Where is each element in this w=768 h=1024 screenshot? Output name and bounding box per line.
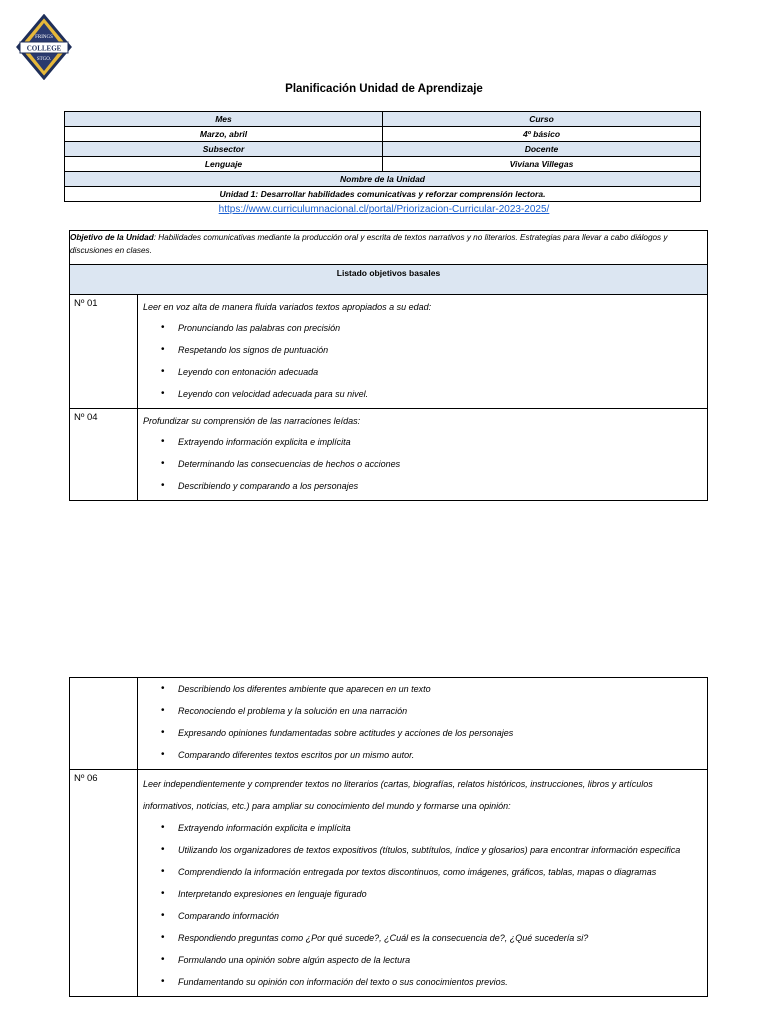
table-row — [70, 678, 708, 770]
list-item: • Comparando información — [143, 905, 702, 927]
subsector-label: Subsector — [65, 142, 383, 157]
objectives-table-continued — [69, 677, 708, 997]
table-row — [70, 295, 708, 409]
bullet-list — [143, 317, 702, 405]
subsector-value: Lenguaje — [65, 157, 383, 172]
table-row — [70, 409, 708, 501]
objective-number: Nº 06 — [70, 770, 138, 997]
objective-number: Nº 01 — [70, 295, 138, 409]
bullet-list — [143, 678, 702, 766]
objective-intro: Profundizar su comprensión de las narraciones leídas: — [143, 416, 361, 426]
objective-number-empty — [70, 678, 138, 770]
list-item: • Respetando los signos de puntuación — [143, 339, 702, 361]
list-item: • Extrayendo información explicita e implícita — [143, 431, 702, 453]
list-item: • Respondiendo preguntas como ¿Por qué sucede?, ¿Cuál es la consecuencia de?, ¿Qué sucedería si? — [143, 927, 702, 949]
objective-number: Nº 04 — [70, 409, 138, 501]
objective-content — [138, 678, 708, 770]
docente-label: Docente — [383, 142, 701, 157]
bullet-list — [143, 431, 702, 497]
unit-info-table — [64, 111, 701, 202]
list-item: • Fundamentando su opinión con información del texto o sus conocimientos previos. — [143, 971, 702, 993]
objetivo-unidad — [70, 231, 708, 265]
list-item: • Determinando las consecuencias de hechos o acciones — [143, 453, 702, 475]
objective-intro: Leer independientemente y comprender textos no literarios (cartas, biografías, relatos históricos, instrucciones, libros y artículos informativos, noticias, etc.) para ampliar su conocimiento del mundo y formarse una opinión: — [143, 779, 653, 811]
list-item: • Describiendo los diferentes ambiente que aparecen en un texto — [143, 678, 702, 700]
list-item: • Leyendo con entonación adecuada — [143, 361, 702, 383]
curso-label: Curso — [383, 112, 701, 127]
logo-text-middle: COLLEGE — [26, 44, 62, 53]
logo-text-bottom: STGO. — [36, 57, 52, 62]
list-item: • Pronunciando las palabras con precisión — [143, 317, 702, 339]
bullet-list — [143, 817, 702, 993]
objectives-table — [69, 230, 708, 501]
objective-content — [138, 409, 708, 501]
list-item: • Utilizando los organizadores de textos expositivos (títulos, subtítulos, índice y glosarios) para encontrar información especifica — [143, 839, 702, 861]
objetivo-label: Objetivo de la Unidad — [70, 233, 154, 242]
list-item: • Extrayendo información explicita e implícita — [143, 817, 702, 839]
objective-intro: Leer en voz alta de manera fluida variados textos apropiados a su edad: — [143, 302, 432, 312]
school-logo — [16, 14, 72, 80]
list-item: • Interpretando expresiones en lenguaje figurado — [143, 883, 702, 905]
list-item: • Comprendiendo la información entregada por textos discontinuos, como imágenes, gráficos, tablas, mapas o diagramas — [143, 861, 702, 883]
docente-value: Viviana Villegas — [383, 157, 701, 172]
list-item: • Describiendo y comparando a los personajes — [143, 475, 702, 497]
mes-label: Mes — [65, 112, 383, 127]
curriculum-link[interactable]: https://www.curriculumnacional.cl/portal/Priorizacion-Curricular-2023-2025/ — [218, 204, 550, 215]
objective-content — [138, 295, 708, 409]
list-item: • Expresando opiniones fundamentadas sobre actitudes y acciones de los personajes — [143, 722, 702, 744]
nombre-unidad-value: Unidad 1: Desarrollar habilidades comunicativas y reforzar comprensión lectora. — [65, 187, 701, 202]
table-row — [70, 770, 708, 997]
mes-value: Marzo, abril — [65, 127, 383, 142]
page-title: Planificación Unidad de Aprendizaje — [285, 83, 483, 95]
list-item: • Comparando diferentes textos escritos por un mismo autor. — [143, 744, 702, 766]
logo-text-top: FRINGS — [35, 35, 53, 40]
objetivo-text: : Habilidades comunicativas mediante la producción oral y escrita de textos narrativos y no literarios. Estrategias para llevar a cabo diálogos y discusiones en clases. — [70, 233, 668, 255]
nombre-unidad-label: Nombre de la Unidad — [65, 172, 701, 187]
list-item: • Reconociendo el problema y la solución en una narración — [143, 700, 702, 722]
list-item: • Formulando una opinión sobre algún aspecto de la lectura — [143, 949, 702, 971]
list-item: • Leyendo con velocidad adecuada para su nivel. — [143, 383, 702, 405]
objective-content — [138, 770, 708, 997]
curso-value: 4º básico — [383, 127, 701, 142]
listado-header: Listado objetivos basales — [70, 265, 708, 295]
